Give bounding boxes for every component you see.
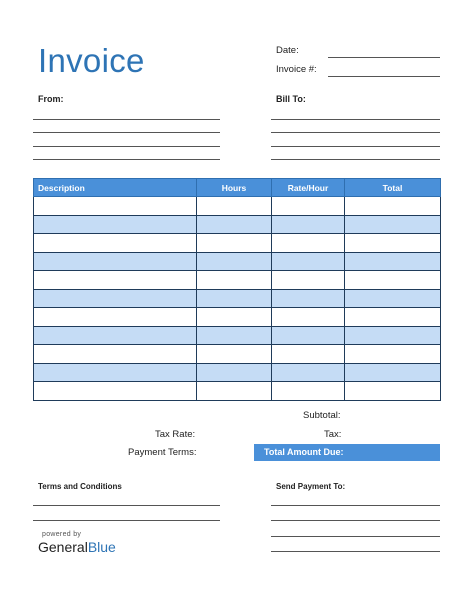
hours-cell[interactable] [197, 382, 272, 401]
total-cell[interactable] [345, 326, 441, 345]
rate-cell[interactable] [272, 252, 345, 271]
hours-cell[interactable] [197, 363, 272, 382]
table-row [34, 345, 441, 364]
description-cell[interactable] [34, 308, 197, 327]
column-header-description: Description [34, 179, 197, 197]
description-cell[interactable] [34, 197, 197, 216]
tax-rate-label: Tax Rate: [155, 429, 196, 440]
from-label: From: [38, 94, 64, 104]
hours-cell[interactable] [197, 345, 272, 364]
total-cell[interactable] [345, 234, 441, 253]
description-cell[interactable] [34, 252, 197, 271]
bill-to-line-1[interactable] [271, 119, 440, 120]
total-cell[interactable] [345, 363, 441, 382]
generalblue-logo [38, 539, 116, 555]
description-cell[interactable] [34, 326, 197, 345]
hours-cell[interactable] [197, 271, 272, 290]
send-payment-line-1[interactable] [271, 505, 440, 506]
table-row [34, 215, 441, 234]
table-row [34, 289, 441, 308]
hours-cell[interactable] [197, 308, 272, 327]
total-cell[interactable] [345, 197, 441, 216]
total-cell[interactable] [345, 345, 441, 364]
line-items-table [33, 178, 441, 401]
bill-to-line-3[interactable] [271, 146, 440, 147]
description-cell[interactable] [34, 271, 197, 290]
terms-line-1[interactable] [33, 505, 220, 506]
bill-to-label: Bill To: [276, 94, 306, 104]
description-cell[interactable] [34, 289, 197, 308]
total-cell[interactable] [345, 289, 441, 308]
column-header-rate: Rate/Hour [272, 179, 345, 197]
total-cell[interactable] [345, 382, 441, 401]
send-payment-line-3[interactable] [271, 536, 440, 537]
description-cell[interactable] [34, 382, 197, 401]
logo-general: General [38, 539, 88, 555]
rate-cell[interactable] [272, 271, 345, 290]
invoice-number-field[interactable] [328, 76, 440, 77]
subtotal-label: Subtotal: [303, 410, 341, 421]
description-cell[interactable] [34, 345, 197, 364]
from-line-1[interactable] [33, 119, 220, 120]
total-cell[interactable] [345, 271, 441, 290]
terms-line-2[interactable] [33, 520, 220, 521]
terms-label: Terms and Conditions [38, 482, 122, 491]
rate-cell[interactable] [272, 363, 345, 382]
powered-by-text: powered by [42, 531, 82, 538]
hours-cell[interactable] [197, 326, 272, 345]
rate-cell[interactable] [272, 234, 345, 253]
table-header-row [34, 179, 441, 197]
table-row [34, 363, 441, 382]
description-cell[interactable] [34, 215, 197, 234]
tax-label: Tax: [324, 429, 342, 440]
payment-terms-label: Payment Terms: [128, 447, 197, 458]
from-line-2[interactable] [33, 132, 220, 133]
description-cell[interactable] [34, 363, 197, 382]
hours-cell[interactable] [197, 252, 272, 271]
hours-cell[interactable] [197, 215, 272, 234]
hours-cell[interactable] [197, 197, 272, 216]
rate-cell[interactable] [272, 382, 345, 401]
table-row [34, 197, 441, 216]
invoice-title: Invoice [38, 42, 145, 79]
description-cell[interactable] [34, 234, 197, 253]
table-row [34, 382, 441, 401]
date-field[interactable] [328, 57, 440, 58]
from-line-4[interactable] [33, 159, 220, 160]
total-cell[interactable] [345, 215, 441, 234]
total-amount-due-bar[interactable] [254, 444, 440, 461]
rate-cell[interactable] [272, 326, 345, 345]
bill-to-line-4[interactable] [271, 159, 440, 160]
column-header-total: Total [345, 179, 441, 197]
date-label: Date: [276, 45, 299, 56]
table-row [34, 252, 441, 271]
rate-cell[interactable] [272, 215, 345, 234]
column-header-hours: Hours [197, 179, 272, 197]
rate-cell[interactable] [272, 289, 345, 308]
send-payment-label: Send Payment To: [276, 482, 346, 491]
table-row [34, 234, 441, 253]
invoice-number-label: Invoice #: [276, 64, 317, 75]
send-payment-line-4[interactable] [271, 551, 440, 552]
rate-cell[interactable] [272, 197, 345, 216]
table-row [34, 326, 441, 345]
hours-cell[interactable] [197, 289, 272, 308]
send-payment-line-2[interactable] [271, 520, 440, 521]
total-amount-due-label: Total Amount Due: [264, 447, 344, 457]
hours-cell[interactable] [197, 234, 272, 253]
bill-to-line-2[interactable] [271, 132, 440, 133]
logo-blue: Blue [87, 539, 116, 555]
table-row [34, 271, 441, 290]
total-cell[interactable] [345, 252, 441, 271]
total-cell[interactable] [345, 308, 441, 327]
from-line-3[interactable] [33, 146, 220, 147]
rate-cell[interactable] [272, 345, 345, 364]
rate-cell[interactable] [272, 308, 345, 327]
table-row [34, 308, 441, 327]
